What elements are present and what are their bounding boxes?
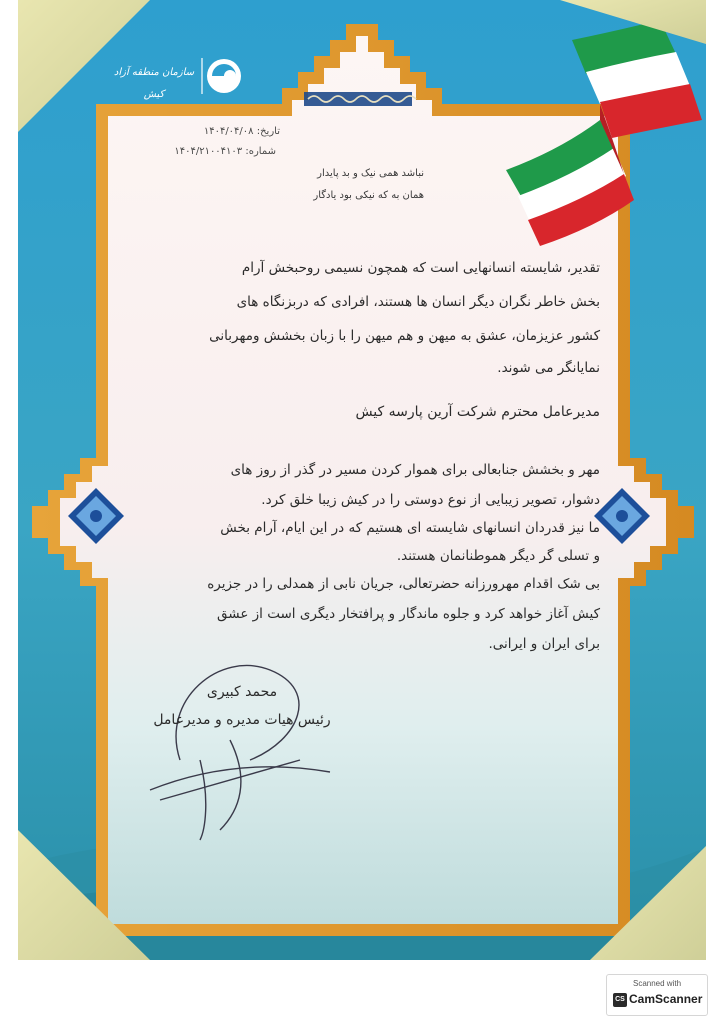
paragraph-2-line-2: دشوار، تصویر زیبایی از نوع دوستی را در کیش زیبا خلق کرد. — [261, 492, 600, 508]
paragraph-2-line-4: و تسلی گر دیگر هموطنانمان هستند. — [396, 548, 600, 564]
camscanner-caption: Scanned with — [632, 979, 682, 988]
paragraph-1-line-3: کشور عزیزمان، عشق به میهن و هم میهن را با زبان بخشش ومهربانی — [209, 328, 600, 344]
camscanner-logo-icon: CS — [613, 993, 627, 1007]
camscanner-stamp — [606, 974, 708, 1016]
paragraph-2-line-7: برای ایران و ایرانی. — [488, 636, 600, 652]
paragraph-2-line-5: بی شک اقدام مهرورزانه حضرتعالی، جریان نابی از همدلی را در جزیره — [207, 576, 600, 592]
signer-title: رئیس هیات مدیره و مدیرعامل — [153, 712, 331, 728]
signer-name: محمد کبیری — [206, 684, 278, 700]
camscanner-brand: CamScanner — [629, 992, 703, 1006]
org-name: سازمان منطقه آزاد کیش — [113, 67, 195, 100]
paragraph-2-line-6: کیش آغاز خواهد کرد و جلوه ماندگار و پرافتخار دیگری است از عشق — [217, 606, 600, 622]
paragraph-1-line-2: بخش خاطر نگران دیگر انسان ها هستند، افرادی که دربزنگاه های — [236, 294, 600, 310]
paragraph-1-line-1: تقدیر، شایسته انسانهایی است که همچون نسیمی روحبخش آرام — [241, 260, 600, 276]
letter-number: شماره: ۱۴۰۴/۲۱۰۰۴۱۰۳ — [174, 146, 276, 157]
paragraph-1-line-4: نمایانگر می شوند. — [497, 360, 600, 376]
letter-date: تاریخ: ۱۴۰۴/۰۴/۰۸ — [203, 126, 280, 137]
poem-line-1: نباشد همی نیک و بد پایدار — [317, 168, 424, 179]
paragraph-2-line-1: مهر و بخشش جنابعالی برای هموار کردن مسیر در گذر از روز های — [230, 462, 600, 478]
paragraph-2-line-3: ما نیز قدردان انسانهای شایسته ای هستیم که در این ایام، آرام بخش — [220, 520, 600, 536]
poem-line-2: همان به که نیکی بود یادگار — [313, 190, 424, 201]
addressee: مدیرعامل محترم شرکت آرین پارسه کیش — [355, 404, 600, 420]
